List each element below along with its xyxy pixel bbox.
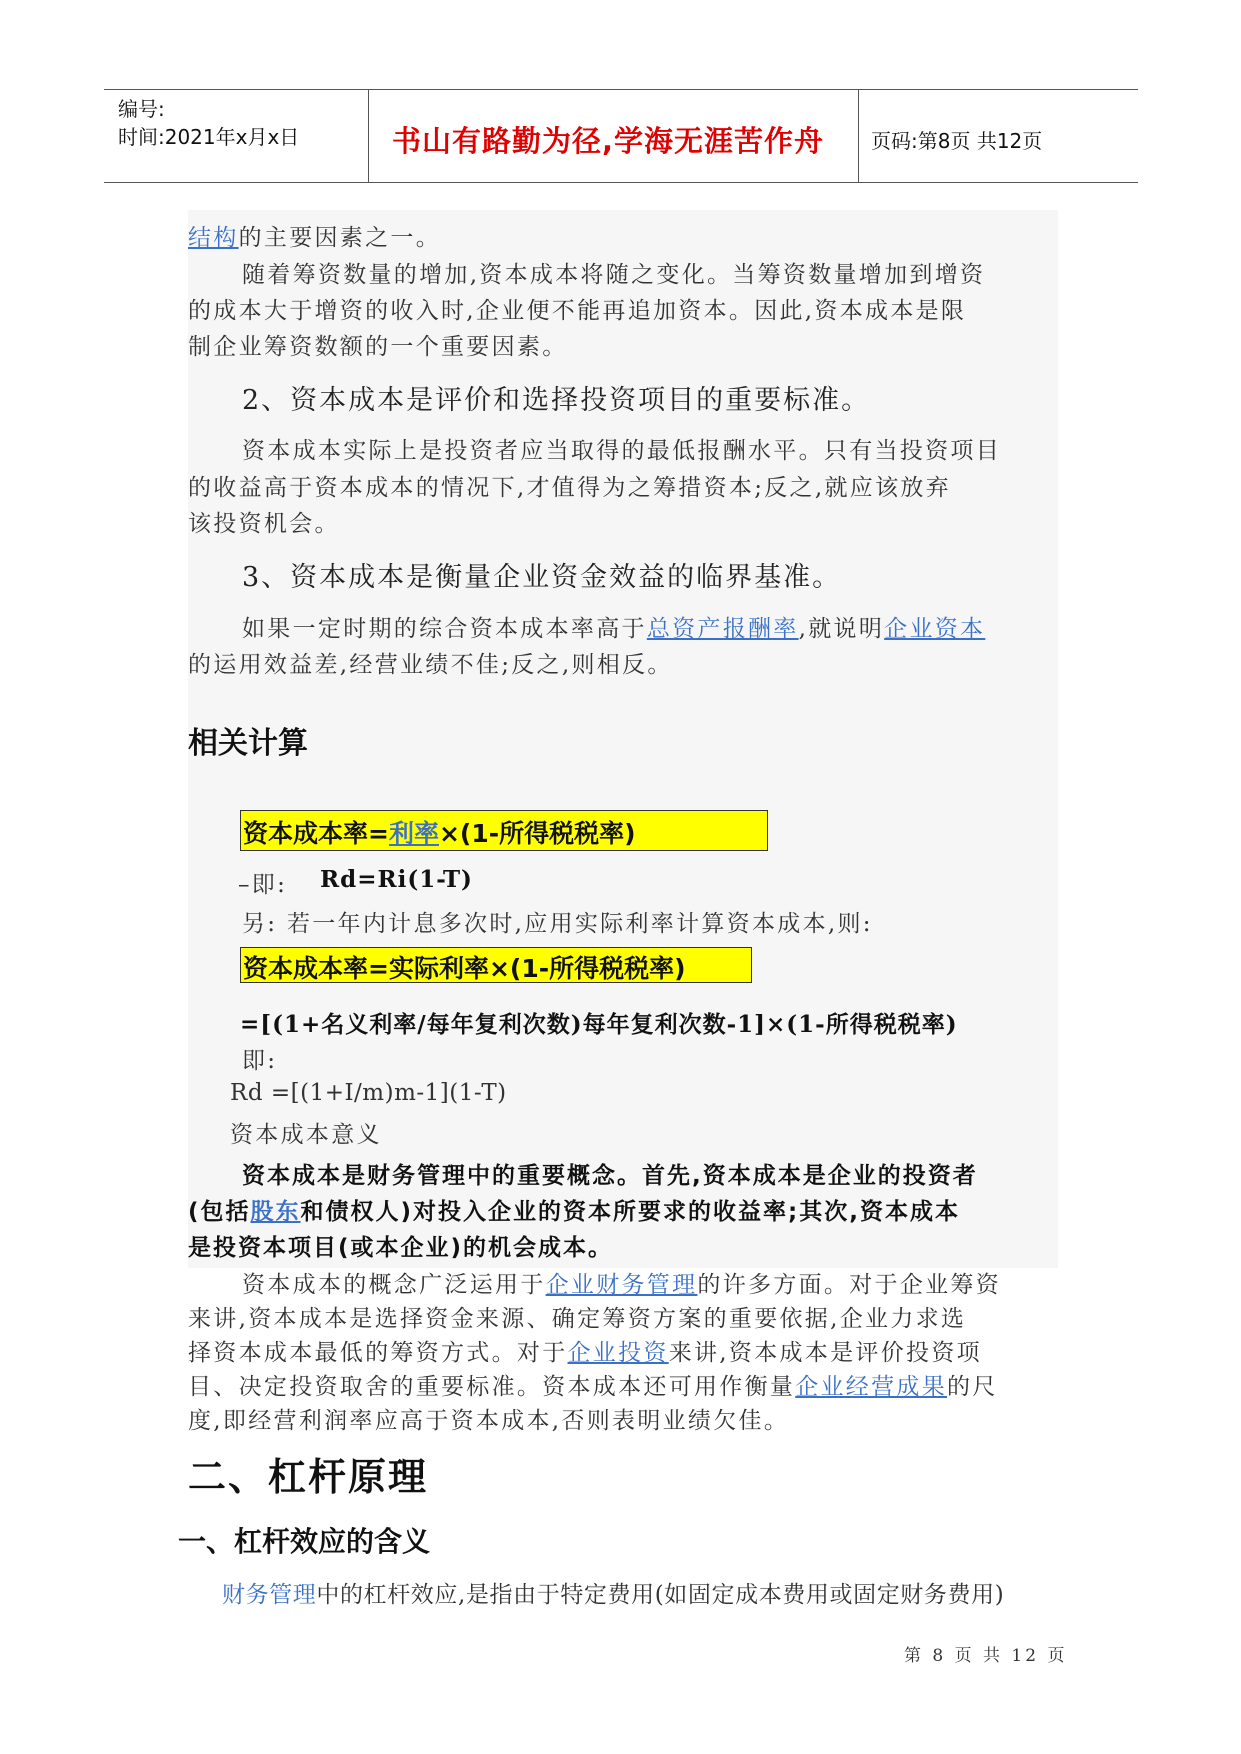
paragraph-line: 制企业筹资数额的一个重要因素。 — [188, 334, 568, 360]
paragraph-line: 资本成本的概念广泛运用于企业财务管理的许多方面。对于企业筹资 — [242, 1272, 1002, 1298]
link-interest-rate[interactable]: 利率 — [388, 819, 439, 848]
link-enterprise-financial-management[interactable]: 企业财务管理 — [545, 1272, 698, 1298]
formula-compound: =[(1+名义利率/每年复利次数)每年复利次数-1]×(1-所得税税率) — [240, 1011, 958, 1038]
paragraph-line: 随着筹资数量的增加,资本成本将随之变化。当筹资数量增加到增资 — [242, 262, 986, 288]
paragraph-line: 的收益高于资本成本的情况下,才值得为之筹措资本;反之,就应该放弃 — [188, 475, 951, 501]
header-page-info: 页码:第8页 共12页 — [871, 129, 1043, 153]
formula-box-effective-rate: 资本成本率=实际利率×(1-所得税税率) — [240, 947, 752, 983]
paragraph-line: 的成本大于增资的收入时,企业便不能再追加资本。因此,资本成本是限 — [188, 298, 967, 324]
formula-box-capital-cost: 资本成本率=利率×(1-所得税税率) — [240, 810, 768, 851]
link-enterprise-capital[interactable]: 企业资本 — [884, 616, 986, 642]
paragraph-line: 的运用效益差,经营业绩不佳;反之,则相反。 — [188, 652, 673, 678]
meaning-title: 资本成本意义 — [230, 1122, 382, 1148]
chapter-heading-leverage: 二、杠杆原理 — [188, 1455, 429, 1499]
header-bottom-rule — [104, 182, 1138, 183]
link-structure[interactable]: 结构 — [188, 225, 239, 251]
paragraph-line: 择资本成本最低的筹资方式。对于企业投资来讲,资本成本是评价投资项 — [188, 1340, 982, 1366]
link-business-results[interactable]: 企业经营成果 — [795, 1374, 948, 1400]
section-heading-2: 2、资本成本是评价和选择投资项目的重要标准。 — [242, 385, 871, 416]
paragraph-line: 财务管理中的杠杆效应,是指由于特定费用(如固定成本费用或固定财务费用) — [222, 1582, 1005, 1608]
text-line: 另: 若一年内计息多次时,应用实际利率计算资本成本,则: — [242, 911, 873, 937]
link-enterprise-investment[interactable]: 企业投资 — [567, 1340, 669, 1366]
text-namely: 即: — [242, 1048, 278, 1074]
bold-line: (包括股东和债权人)对投入企业的资本所要求的收益率;其次,资本成本 — [188, 1199, 960, 1225]
link-financial-management[interactable]: 财务管理 — [222, 1582, 317, 1608]
content-shaded-area — [188, 210, 1058, 1268]
bold-line: 是投资本项目(或本企业)的机会成本。 — [188, 1235, 614, 1261]
paragraph-line: 该投资机会。 — [188, 511, 340, 537]
link-total-asset-return[interactable]: 总资产报酬率 — [646, 616, 799, 642]
header-motto: 书山有路勤为径,学海无涯苦作舟 — [392, 124, 825, 158]
formula-rd: Rd=Ri(1-T) — [320, 866, 473, 893]
section-heading-3: 3、资本成本是衡量企业资金效益的临界基准。 — [242, 562, 842, 593]
bold-line: 资本成本是财务管理中的重要概念。首先,资本成本是企业的投资者 — [242, 1163, 978, 1189]
paragraph-line: 资本成本实际上是投资者应当取得的最低报酬水平。只有当投资项目 — [242, 438, 1001, 464]
calc-heading: 相关计算 — [188, 726, 308, 761]
paragraph-line: 来讲,资本成本是选择资金来源、确定筹资方案的重要依据,企业力求选 — [188, 1306, 967, 1332]
link-shareholders[interactable]: 股东 — [250, 1199, 301, 1225]
header-divider-left — [368, 89, 369, 182]
formula-rd-compound: Rd =[(1+I/m)m-1](1-T) — [230, 1080, 507, 1106]
header-top-rule — [104, 89, 1138, 90]
formula-prefix: –即: — [238, 872, 288, 898]
paragraph-line: 度,即经营利润率应高于资本成本,否则表明业绩欠佳。 — [188, 1408, 790, 1434]
document-number-label: 编号: — [118, 97, 165, 121]
page-footer: 第 8 页 共 12 页 — [904, 1646, 1068, 1666]
paragraph-line: 如果一定时期的综合资本成本率高于总资产报酬率,就说明企业资本 — [242, 616, 986, 642]
header-divider-right — [858, 89, 859, 182]
document-time-label: 时间:2021年x月x日 — [118, 125, 300, 149]
text-line: 结构的主要因素之一。 — [188, 225, 442, 251]
section-heading-leverage-meaning: 一、杠杆效应的含义 — [178, 1525, 431, 1558]
paragraph-line: 目、决定投资取舍的重要标准。资本成本还可用作衡量企业经营成果的尺 — [188, 1374, 998, 1400]
